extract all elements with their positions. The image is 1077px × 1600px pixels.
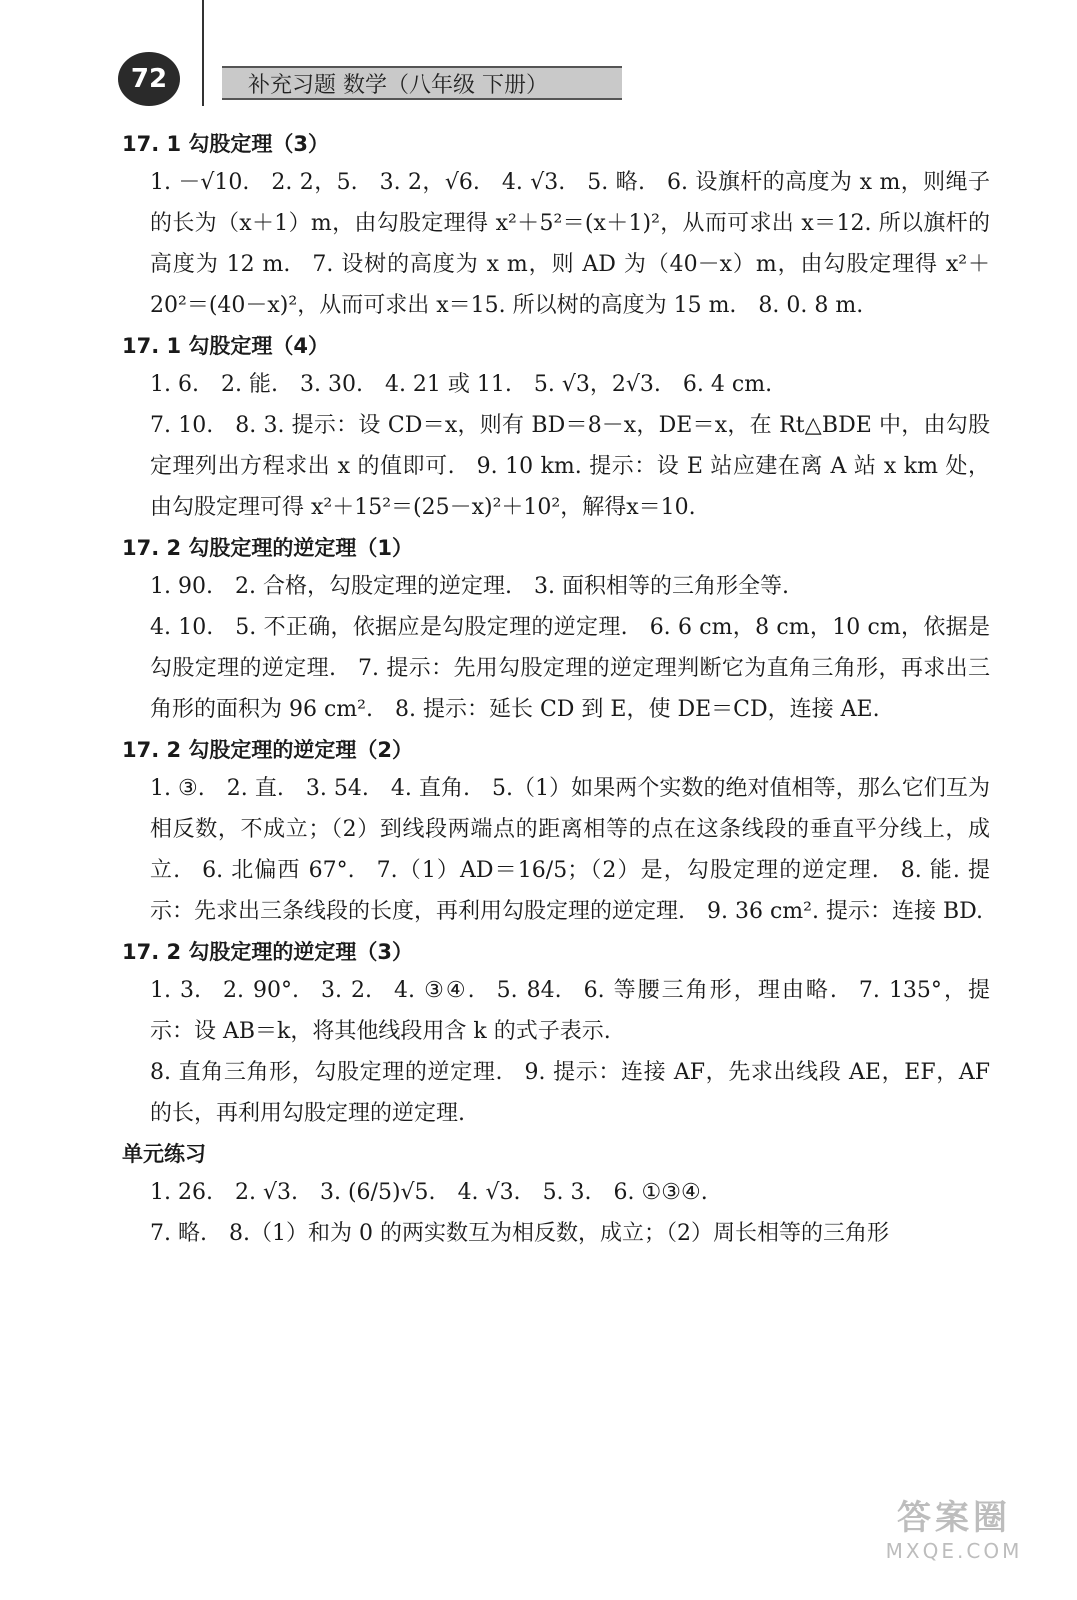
section-title: 17. 1 勾股定理（3） [122, 132, 330, 156]
answer-item: 4. √3. [501, 170, 566, 195]
answer-paragraph [150, 970, 990, 1052]
answer-item: 7. 提示：先用勾股定理的逆定理判断它为直角三角形，再求出三角形的面积为 96 cm². [150, 656, 990, 722]
answer-item: 4. 直角. [390, 776, 471, 801]
answer-item: 3. 30. [299, 372, 363, 397]
answer-item: 2. 直. [226, 776, 284, 801]
answer-item: 6. 4 cm. [682, 372, 773, 397]
answer-item: 2. 90°. [223, 978, 300, 1003]
answer-item: 5. 3. [542, 1180, 592, 1205]
answer-item: 3. 2，√6. [379, 170, 480, 195]
answer-paragraph [150, 405, 990, 528]
answer-item: 5.（1）如果两个实数的绝对值相等，那么它们互为相反数，不成立；（2）到线段两端点的距离相等的点在这条线段的垂直平分线上，成立. [150, 776, 990, 883]
watermark-url: MXQE.COM [885, 1539, 1023, 1563]
answer-section [120, 126, 990, 326]
answer-item: 7.（1）AD＝16/5；（2）是，勾股定理的逆定理. [376, 858, 879, 883]
answer-item: 1. 3. [150, 978, 202, 1003]
watermark-text: 答案圈 [897, 1498, 1011, 1538]
answer-paragraph [150, 1052, 990, 1134]
answer-item: 4. 21 或 11. [384, 372, 512, 397]
answer-item: 2. 能. [220, 372, 278, 397]
answer-item: 6. 设旗杆的高度为 x m，则绳子的长为（x＋1）m，由勾股定理得 x²＋5²＝(x＋1)²，从而可求出 x＝12. 所以旗杆的高度为 12 m. [150, 170, 990, 277]
answer-section [120, 732, 990, 932]
answer-item: 7. 135°，提示：设 AB＝k，将其他线段用含 k 的式子表示. [150, 978, 990, 1044]
answer-item: 4. ③④. [394, 978, 475, 1003]
answer-item: 9. 36 cm². 提示：连接 BD. [707, 899, 983, 924]
answer-section [120, 934, 990, 1134]
answer-item: 8. 0. 8 m. [758, 293, 864, 318]
answer-item: 6. ①③④. [613, 1180, 708, 1205]
answer-item: 7. 10. [150, 413, 214, 438]
answer-item: 9. 提示：连接 AF，先求出线段 AE，EF，AF 的长，再利用勾股定理的逆定理. [150, 1060, 990, 1126]
header-divider-line [202, 0, 204, 106]
answer-item: 8. 3. 提示：设 CD＝x，则有 BD＝8－x，DE＝x，在 Rt△BDE 中，由勾股定理列出方程求出 x 的值即可. [150, 413, 990, 479]
answer-item: 7. 略. [150, 1221, 207, 1246]
answer-item: 8. 直角三角形，勾股定理的逆定理. [150, 1060, 503, 1085]
answer-item: 3. 54. [305, 776, 369, 801]
page-number-badge: 72 [118, 52, 180, 106]
section-title: 17. 2 勾股定理的逆定理（1） [122, 536, 414, 560]
answer-item: 1. ③. [150, 776, 205, 801]
section-title: 单元练习 [122, 1142, 206, 1166]
answer-item: 3. 2. [321, 978, 373, 1003]
answer-item: 7. 设树的高度为 x m，则 AD 为（40－x）m，由勾股定理得 x²＋20²＝(40－x)²，从而可求出 x＝15. 所以树的高度为 15 m. [150, 252, 990, 318]
answer-item: 6. 北偏西 67°. [202, 858, 355, 883]
answer-item: 5. 略. [587, 170, 646, 195]
answer-item: 5. √3，2√3. [533, 372, 661, 397]
answer-paragraph [150, 162, 990, 326]
answer-item: 5. 84. [496, 978, 562, 1003]
answer-paragraph [150, 1213, 990, 1254]
answer-item: 1. 90. [150, 574, 213, 599]
answer-item: 2. √3. [234, 1180, 298, 1205]
answer-item: 2. 合格，勾股定理的逆定理. [234, 574, 512, 599]
section-title: 17. 1 勾股定理（4） [122, 334, 330, 358]
answer-item: 6. 等腰三角形，理由略. [583, 978, 837, 1003]
answer-item: 4. 10. [150, 615, 214, 640]
answer-item: 8.（1）和为 0 的两实数互为相反数，成立；（2）周长相等的三角形 [228, 1221, 889, 1246]
book-title-banner: 补充习题 数学（八年级 下册） [222, 66, 622, 100]
answer-paragraph [150, 1172, 990, 1213]
answer-item: 8. 能. 提示：先求出三条线段的长度，再利用勾股定理的逆定理. [150, 858, 990, 924]
answer-item: 1. 26. [150, 1180, 213, 1205]
answer-item: 3. (6/5)√5. [319, 1180, 436, 1205]
watermark-logo [869, 1498, 1039, 1570]
answer-item: 3. 面积相等的三角形全等. [533, 574, 789, 599]
answer-item: 2. 2，5. [271, 170, 358, 195]
answer-section [120, 1136, 990, 1254]
answer-section [120, 328, 990, 528]
answer-item: 5. 不正确，依据应是勾股定理的逆定理. [235, 615, 628, 640]
answer-item: 6. 6 cm，8 cm，10 cm，依据是勾股定理的逆定理. [150, 615, 990, 681]
section-title: 17. 2 勾股定理的逆定理（2） [122, 738, 414, 762]
answer-item: 9. 10 km. 提示：设 E 站应建在离 A 站 x km 处，由勾股定理可得 x²＋15²＝(25－x)²＋10²，解得x＝10. [150, 454, 990, 520]
answer-item: 1. 6. [150, 372, 199, 397]
section-title: 17. 2 勾股定理的逆定理（3） [122, 940, 414, 964]
answer-paragraph [150, 566, 990, 607]
answer-section [120, 530, 990, 730]
answer-paragraph [150, 364, 990, 405]
answer-item: 1. －√10. [150, 170, 250, 195]
answer-content [120, 126, 990, 1256]
answer-item: 8. 提示：延长 CD 到 E，使 DE＝CD，连接 AE. [394, 697, 880, 722]
answer-paragraph [150, 607, 990, 730]
answer-paragraph [150, 768, 990, 932]
answer-item: 4. √3. [457, 1180, 521, 1205]
